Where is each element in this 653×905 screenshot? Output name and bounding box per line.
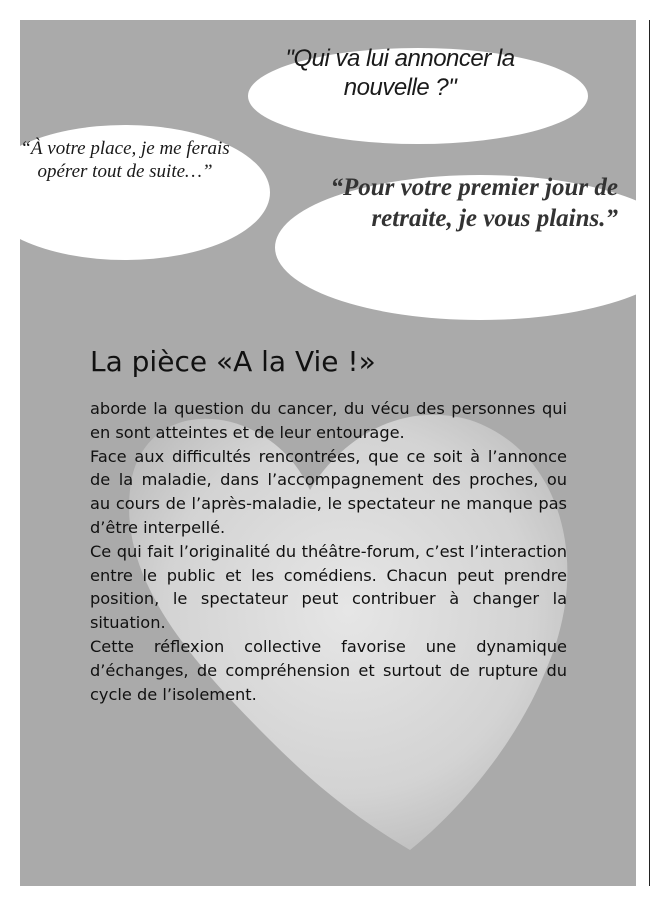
paragraph-intro: aborde la question du cancer, du vécu des personnes qui en sont atteintes et de leur entourage. — [90, 399, 567, 442]
quote-announce: "Qui va lui annoncer la nouvelle ?" — [285, 45, 515, 101]
paragraph-difficulties: Face aux difficultés rencontrées, que ce soit à l’annonce de la maladie, dans l’accompagnement des proches, ou au cours de l’après-maladie, le spectateur ne manque pas d’être interpellé. — [90, 446, 567, 537]
right-border-line — [649, 20, 650, 886]
body-text — [90, 397, 567, 706]
quote-surgery: “À votre place, je me ferais opérer tout de suite…” — [20, 138, 230, 182]
quote-retirement: “Pour votre premier jour de retraite, je vous plains.” — [330, 174, 618, 233]
paragraph-originality: Ce qui fait l’originalité du théâtre-forum, c’est l’interaction entre le public et les comédiens. Chacun peut prendre position, le spectateur peut contribuer à changer la situation. — [90, 541, 567, 633]
page-title: La pièce «A la Vie !» — [90, 345, 376, 378]
paragraph-reflection: Cette réflexion collective favorise une dynamique d’échanges, de compréhension et surtout de rupture du cycle de l’isolement. — [90, 636, 567, 704]
